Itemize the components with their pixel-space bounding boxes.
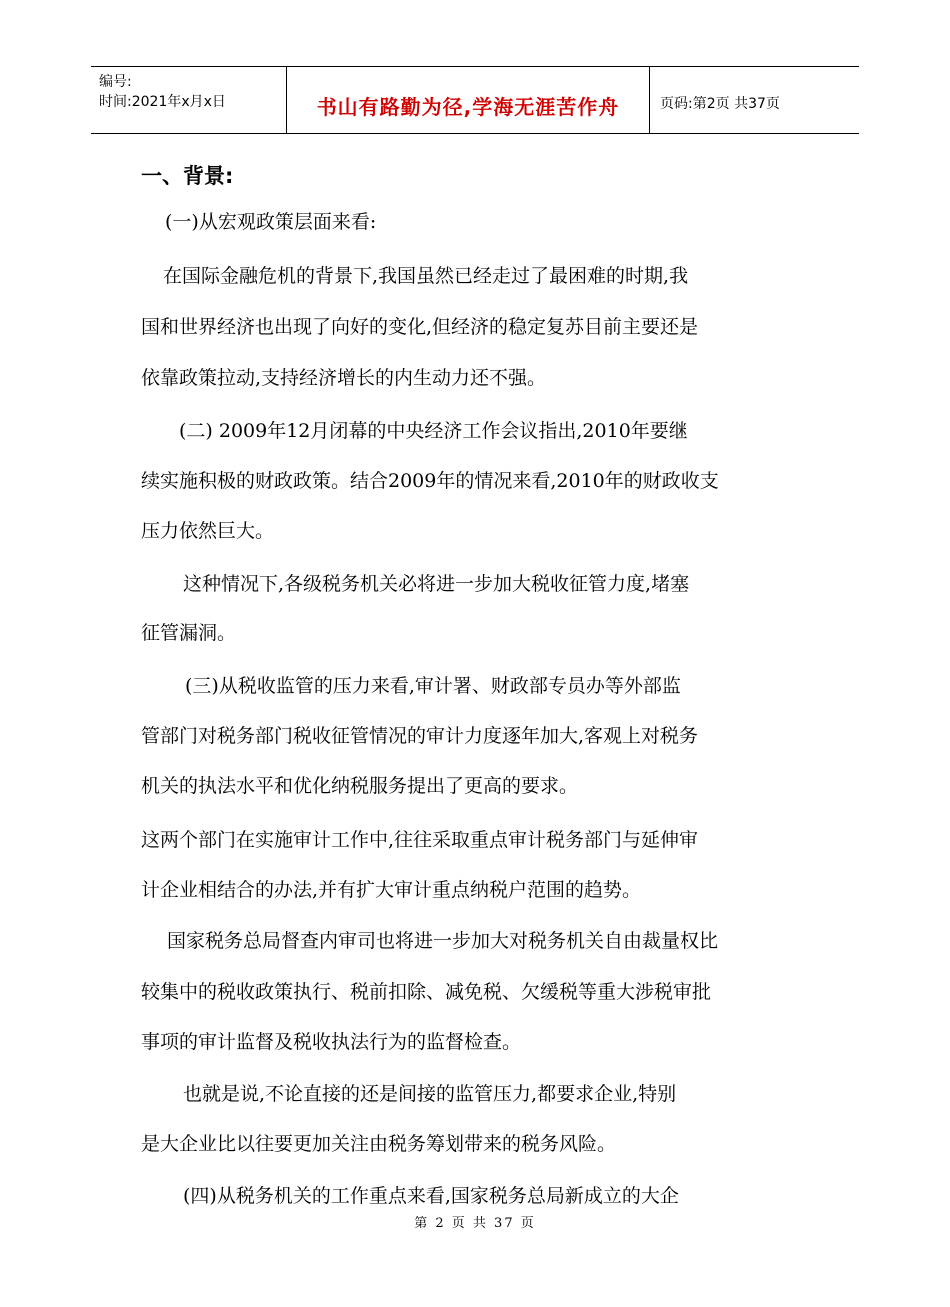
paragraph-line: 较集中的税收政策执行、税前扣除、减免税、欠缓税等重大涉税审批 (141, 981, 712, 1003)
header-motto: 书山有路勤为径,学海无涯苦作舟 (316, 95, 620, 119)
page-footer: 第 2 页 共 37 页 (414, 1216, 536, 1231)
paragraph-line: 续实施积极的财政政策。结合2009年的情况来看,2010年的财政收支 (141, 470, 719, 492)
time-label: 时间:2021年x月x日 (99, 94, 226, 110)
header-motto-cell (287, 67, 650, 133)
paragraph-line: 征管漏洞。 (141, 622, 237, 644)
paragraph-line: (四)从税务机关的工作重点来看,国家税务总局新成立的大企 (183, 1185, 679, 1207)
paragraph-line: 事项的审计监督及税收执法行为的监督检查。 (141, 1031, 522, 1053)
header-page-cell (650, 67, 859, 133)
header-page-number: 页码:第2页 共37页 (660, 96, 780, 112)
paragraph-line: 机关的执法水平和优化纳税服务提出了更高的要求。 (141, 775, 579, 797)
paragraph-line: 国和世界经济也出现了向好的变化,但经济的稳定复苏目前主要还是 (141, 316, 699, 338)
section-heading: 一、背景: (141, 164, 234, 188)
paragraph-line: 国家税务总局督查内审司也将进一步加大对税务机关自由裁量权比 (167, 930, 719, 952)
paragraph-line: (三)从税收监管的压力来看,审计署、财政部专员办等外部监 (185, 675, 681, 697)
number-label: 编号: (99, 74, 132, 90)
paragraph-line: 在国际金融危机的背景下,我国虽然已经走过了最困难的时期,我 (163, 265, 689, 287)
paragraph-line: 计企业相结合的办法,并有扩大审计重点纳税户范围的趋势。 (141, 879, 642, 901)
paragraph-line: (一)从宏观政策层面来看: (165, 211, 377, 233)
paragraph-line: 这两个部门在实施审计工作中,往往采取重点审计税务部门与延伸审 (141, 829, 699, 851)
paragraph-line: 是大企业比以往要更加关注由税务筹划带来的税务风险。 (141, 1133, 617, 1155)
header-meta-cell (91, 67, 287, 133)
paragraph-line: 压力依然巨大。 (141, 520, 275, 542)
paragraph-line: 依靠政策拉动,支持经济增长的内生动力还不强。 (141, 367, 547, 389)
paragraph-line: 管部门对税务部门税收征管情况的审计力度逐年加大,客观上对税务 (141, 725, 699, 747)
paragraph-line: 这种情况下,各级税务机关必将进一步加大税收征管力度,堵塞 (183, 573, 690, 595)
paragraph-line: (二) 2009年12月闭幕的中央经济工作会议指出,2010年要继 (179, 420, 688, 442)
paragraph-line: 也就是说,不论直接的还是间接的监管压力,都要求企业,特别 (183, 1083, 677, 1105)
page-header (91, 66, 859, 134)
